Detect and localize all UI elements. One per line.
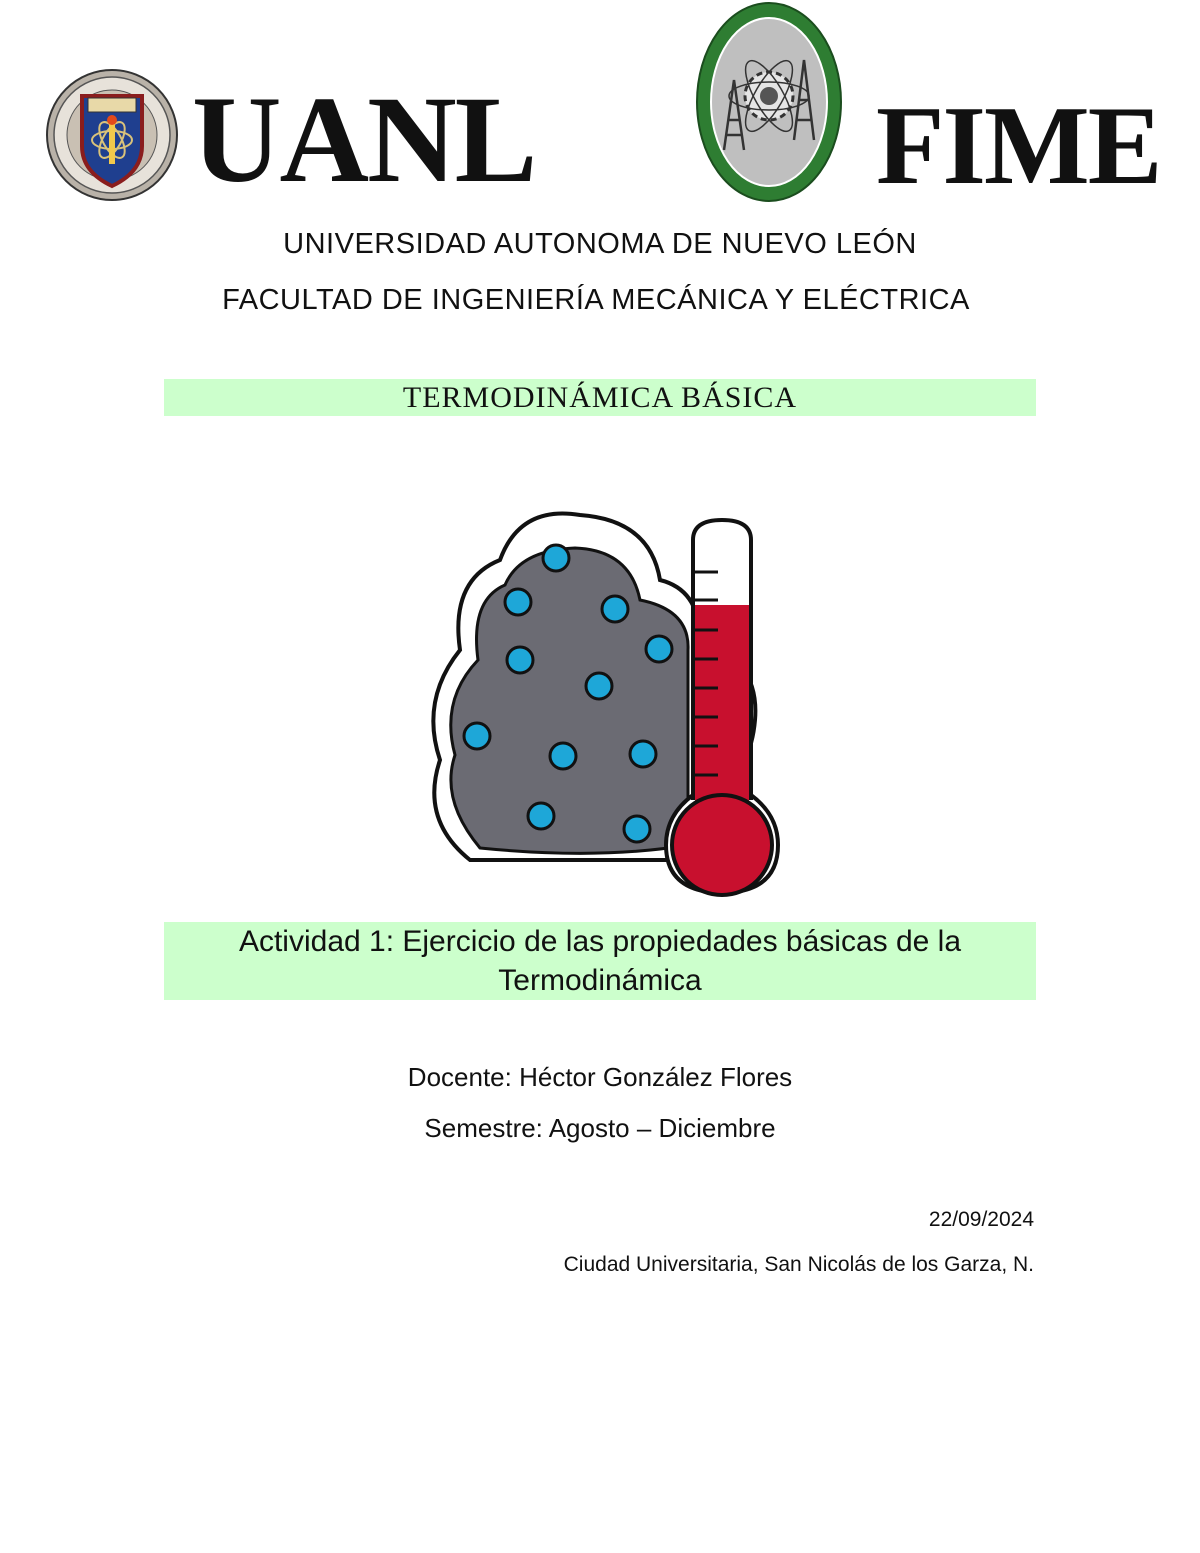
- fime-seal-icon: [694, 0, 844, 204]
- university-name: UNIVERSIDAD AUTONOMA DE NUEVO LEÓN: [283, 228, 917, 260]
- location: Ciudad Universitaria, San Nicolás de los Garza, N.: [563, 1253, 1034, 1276]
- semester: Semestre: Agosto – Diciembre: [424, 1113, 776, 1143]
- activity-title-band: [164, 922, 1036, 1000]
- teacher-name: Docente: Héctor González Flores: [407, 1062, 793, 1092]
- fime-wordmark: FIME: [876, 84, 1161, 208]
- activity-title: [164, 922, 1036, 1000]
- activity-title-line-1: Actividad 1: Ejercicio de las propiedades básicas de la: [238, 925, 962, 958]
- faculty-name: FACULTAD DE INGENIERÍA MECÁNICA Y ELÉCTRICA: [222, 284, 970, 316]
- uanl-wordmark: UANL: [192, 71, 536, 208]
- uanl-seal-icon: [44, 68, 180, 202]
- activity-title-line-2: Termodinámica: [498, 964, 702, 997]
- gas-thermometer-icon: [420, 500, 800, 900]
- date: 22/09/2024: [928, 1208, 1034, 1231]
- course-title-band: [164, 379, 1036, 416]
- course-title: TERMODINÁMICA BÁSICA: [402, 381, 798, 414]
